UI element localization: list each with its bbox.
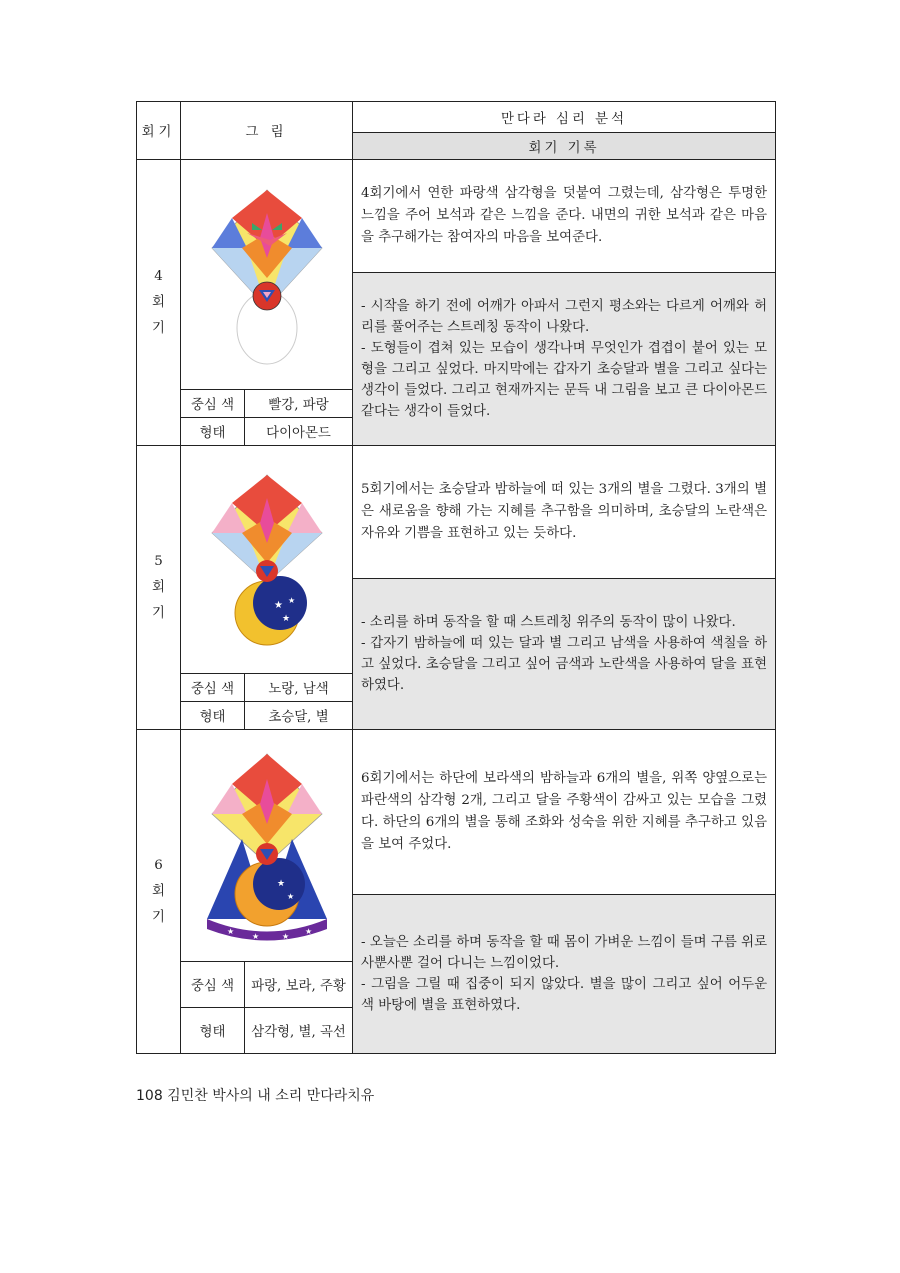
center-color-value: 노랑, 남색 — [268, 682, 329, 697]
record-line: - 도형들이 겹쳐 있는 모습이 생각나며 무엇인가 겹겹이 붙어 있는 모형을 그리고 싶었다. 마지막에는 갑자기 초승달과 별을 그리고 싶다는 생각이 들었다. 그리고 현재까지는 문득 내 그림을 보고 큰 다이아몬드 같다는 생각이 들었다. — [361, 341, 768, 419]
label-shape — [181, 418, 245, 446]
label-center-color — [181, 962, 245, 1008]
label-shape — [181, 702, 245, 730]
session-5-drawing — [181, 446, 353, 674]
header-session-label: 회기 — [141, 125, 176, 140]
svg-text:★: ★ — [251, 931, 259, 941]
session-4-center-color — [245, 390, 353, 418]
svg-text:★: ★ — [273, 599, 283, 611]
session-4-number — [137, 160, 181, 446]
session-5-center-color — [245, 674, 353, 702]
session-4-drawing — [181, 160, 353, 390]
record-line: - 그림을 그릴 때 집중이 되지 않았다. 별을 많이 그리고 싶어 어두운 색 바탕에 별을 표현하였다. — [361, 977, 768, 1013]
session-char: 회 — [152, 294, 165, 310]
label-center-color — [181, 674, 245, 702]
session-4-analysis — [353, 160, 776, 273]
label-center-color — [181, 390, 245, 418]
session-6-record — [353, 895, 776, 1054]
record-line: - 시작을 하기 전에 어깨가 아파서 그런지 평소와는 다르게 어깨와 허리를 풀어주는 스트레칭 동작이 나왔다. — [361, 299, 768, 335]
session-6-number — [137, 730, 181, 1054]
record-line: - 갑자기 밤하늘에 떠 있는 달과 별 그리고 남색을 사용하여 색칠을 하고 싶었다. 초승달을 그리고 싶어 금색과 노란색을 사용하여 달을 표현하였다. — [361, 636, 768, 693]
svg-text:★: ★ — [276, 878, 285, 889]
svg-text:★: ★ — [286, 891, 294, 901]
label-center-color-text: 중심 색 — [190, 682, 235, 697]
session-5-analysis-text: 5회기에서는 초승달과 밤하늘에 떠 있는 3개의 별을 그렸다. 3개의 별은 새로움을 향해 가는 지혜를 추구함을 의미하며, 초승달의 노란색은 자유와 기쁨을 표현하고 있는 듯하다. — [361, 482, 768, 541]
session-4-record — [353, 273, 776, 446]
svg-text:★: ★ — [226, 926, 234, 936]
label-shape-text: 형태 — [199, 1025, 226, 1040]
session-5-number — [137, 446, 181, 730]
header-record — [353, 133, 776, 160]
svg-text:★: ★ — [281, 613, 290, 624]
mandala-moon-star-image — [202, 463, 332, 653]
session-5-analysis — [353, 446, 776, 579]
session-6-center-color — [245, 962, 353, 1008]
session-number: 5 — [154, 553, 163, 569]
mandala-diamond-image — [202, 178, 332, 368]
header-picture-label: 그 림 — [245, 125, 288, 140]
session-4-analysis-text: 4회기에서 연한 파랑색 삼각형을 덧붙여 그렸는데, 삼각형은 투명한 느낌을 주어 보석과 같은 느낌을 준다. 내면의 귀한 보석과 같은 마음을 추구해가는 참여자의 마음을 보여준다. — [361, 186, 768, 245]
header-session — [137, 102, 181, 160]
session-char: 기 — [152, 605, 165, 621]
shape-value: 삼각형, 별, 곡선 — [251, 1025, 346, 1040]
shape-value: 초승달, 별 — [268, 710, 329, 725]
shape-value: 다이아몬드 — [266, 426, 331, 441]
session-6-shape — [245, 1008, 353, 1054]
page-footer: 108 김민찬 박사의 내 소리 만다라치유 — [136, 1088, 375, 1104]
center-color-value: 빨강, 파랑 — [268, 398, 329, 413]
session-6-drawing — [181, 730, 353, 962]
header-record-label: 회기 기록 — [528, 140, 600, 156]
session-6-analysis-text: 6회기에서는 하단에 보라색의 밤하늘과 6개의 별을, 위쪽 양옆으로는 파란색의 삼각형 2개, 그리고 달을 주황색이 감싸고 있는 모습을 그렸다. 하단의 6개의 별을 통해 조화와 성숙을 위한 지혜를 추구하고 있음을 보여 주었다. — [361, 771, 768, 852]
label-shape-text: 형태 — [199, 710, 226, 725]
label-center-color-text: 중심 색 — [190, 979, 235, 994]
session-4-shape — [245, 418, 353, 446]
svg-text:★: ★ — [304, 926, 312, 936]
session-number: 6 — [154, 857, 163, 873]
header-analysis-label: 만다라 심리 분석 — [500, 111, 628, 127]
header-analysis — [353, 102, 776, 133]
session-char: 기 — [152, 909, 165, 925]
center-color-value: 파랑, 보라, 주황 — [251, 979, 346, 994]
session-5-shape — [245, 702, 353, 730]
mandala-triangle-moon-image — [197, 744, 337, 944]
session-char: 회 — [152, 883, 165, 899]
session-6-analysis — [353, 730, 776, 895]
header-picture — [181, 102, 353, 160]
record-line: - 오늘은 소리를 하며 동작을 할 때 몸이 가벼운 느낌이 들며 구름 위로 사뿐사뿐 걸어 다니는 느낌이었다. — [361, 935, 768, 971]
session-char: 기 — [152, 320, 165, 336]
label-center-color-text: 중심 색 — [190, 398, 235, 413]
svg-text:★: ★ — [281, 931, 289, 941]
mandala-session-table — [136, 101, 776, 1054]
label-shape — [181, 1008, 245, 1054]
svg-text:★: ★ — [287, 595, 295, 605]
session-number: 4 — [154, 268, 163, 284]
label-shape-text: 형태 — [199, 426, 226, 441]
session-5-record — [353, 579, 776, 730]
record-line: - 소리를 하며 동작을 할 때 스트레칭 위주의 동작이 많이 나왔다. — [361, 615, 736, 630]
session-char: 회 — [152, 579, 165, 595]
